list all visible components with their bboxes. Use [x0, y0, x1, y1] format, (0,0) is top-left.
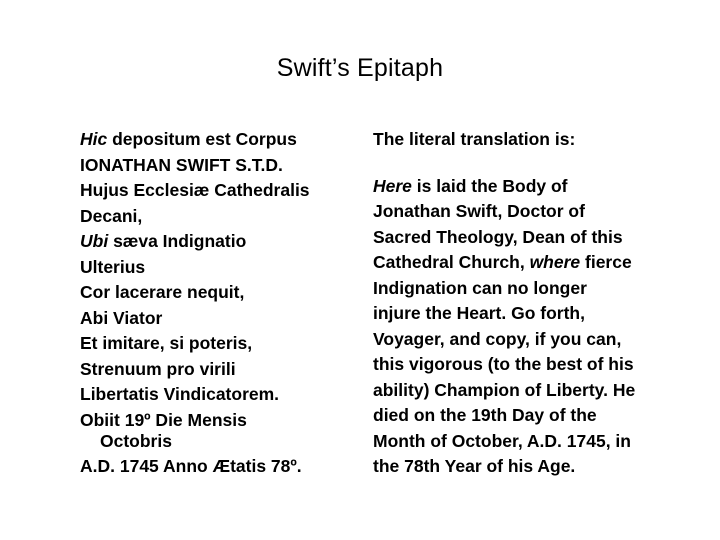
- latin-line: [80, 127, 370, 153]
- translation-line: Month of October, A.D. 1745, in: [373, 430, 631, 451]
- latin-line: Hujus Ecclesiæ Cathedralis: [80, 180, 310, 200]
- translation-line: Voyager, and copy, if you can,: [373, 328, 622, 349]
- latin-line: Abi Viator: [80, 307, 163, 328]
- latin-line: Cor lacerare nequit,: [80, 282, 245, 302]
- latin-line: [80, 229, 370, 255]
- latin-text: sæva Indignatio: [108, 231, 247, 251]
- translation-line: Jonathan Swift, Doctor of: [373, 201, 585, 221]
- translation-line: Sacred Theology, Dean of this: [373, 226, 623, 247]
- translation-line: injure the Heart. Go forth,: [373, 303, 585, 323]
- latin-line: Libertatis Vindicatorem.: [80, 384, 280, 404]
- translation-text: is laid the Body of: [411, 175, 568, 196]
- translation-line: died on the 19th Day of the: [373, 405, 597, 425]
- latin-line: Strenuum pro virili: [80, 358, 236, 379]
- translation-intro: The literal translation is:: [373, 129, 576, 149]
- translation-italic-word: Here: [373, 175, 412, 196]
- translation-line: [373, 250, 713, 276]
- translation-line: [373, 174, 713, 200]
- latin-epitaph: [80, 127, 370, 480]
- latin-line: Et imitare, si poteris,: [80, 333, 253, 353]
- latin-italic-word: Hic: [80, 129, 108, 149]
- page-title: Swift’s Epitaph: [276, 54, 444, 82]
- translation-line: this vigorous (to the best of his: [373, 354, 634, 374]
- translation-line: ability) Champion of Liberty. He: [373, 379, 636, 400]
- latin-line-continuation: Octobris: [100, 431, 172, 451]
- latin-italic-word: Ubi: [80, 231, 109, 251]
- latin-line: Decani,: [80, 205, 143, 226]
- translation-text: fierce: [580, 252, 632, 272]
- latin-line: IONATHAN SWIFT S.T.D.: [80, 154, 283, 175]
- translation-line: the 78th Year of his Age.: [373, 456, 576, 476]
- english-translation: [373, 127, 713, 480]
- latin-line: Ulterius: [80, 256, 146, 277]
- translation-line: Indignation can no longer: [373, 277, 587, 298]
- translation-italic-word: where: [529, 252, 581, 272]
- latin-text: depositum est Corpus: [107, 129, 297, 149]
- latin-line: Obiit 19º Die Mensis: [80, 409, 247, 430]
- translation-text: Cathedral Church,: [373, 252, 530, 272]
- latin-line: A.D. 1745 Anno Ætatis 78º.: [80, 456, 302, 476]
